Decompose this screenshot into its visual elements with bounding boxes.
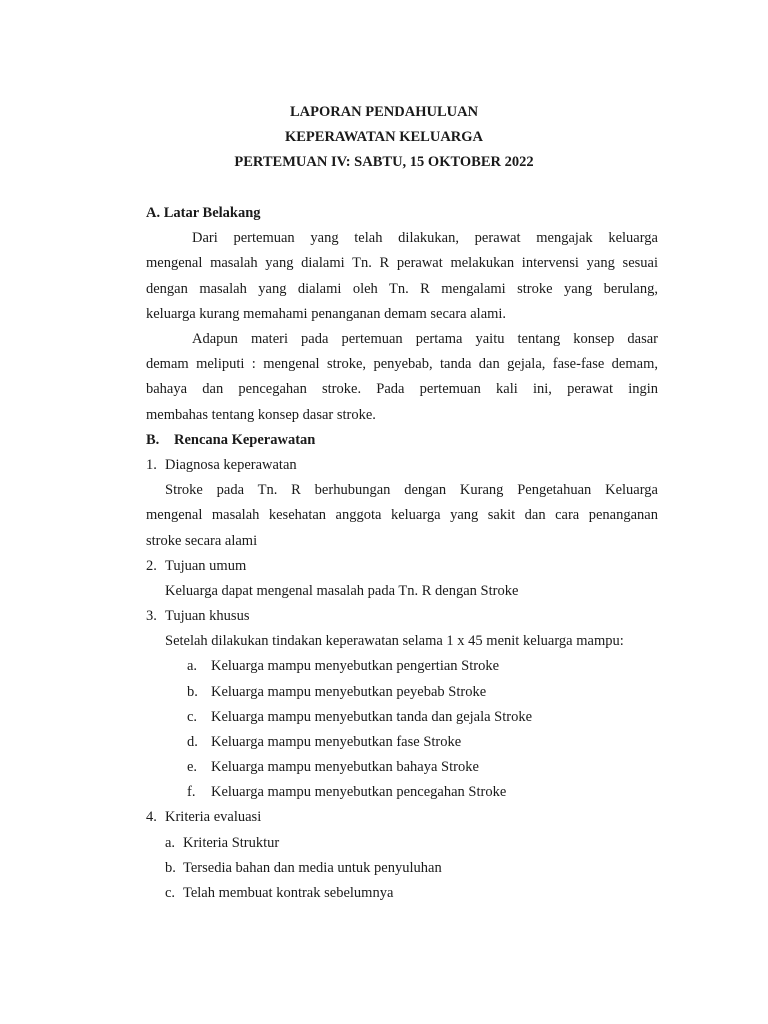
- title-line-2: KEPERAWATAN KELUARGA: [284, 129, 484, 145]
- item-4-sub-a-text: Kriteria Struktur: [183, 835, 280, 851]
- item-3-sub-c-text: Keluarga mampu menyebutkan tanda dan gejala Stroke: [211, 709, 533, 725]
- item-3-intro: Setelah dilakukan tindakan keperawatan selama 1 x 45 menit keluarga mampu:: [165, 633, 624, 649]
- item-3-sub-c-letter: c.: [187, 709, 198, 725]
- para2-line-4: membahas tentang konsep dasar stroke.: [146, 407, 376, 423]
- item-2-label: Tujuan umum: [165, 558, 247, 574]
- section-b-heading: Rencana Keperawatan: [174, 432, 316, 448]
- item-4-number: 4.: [146, 809, 157, 825]
- item-3-sub-d-text: Keluarga mampu menyebutkan fase Stroke: [211, 734, 462, 750]
- item-3-sub-a-letter: a.: [187, 658, 198, 674]
- item-3-sub-d-letter: d.: [187, 734, 198, 750]
- item-4-sub-c-text: Telah membuat kontrak sebelumnya: [183, 885, 394, 901]
- item-3-sub-b-letter: b.: [187, 684, 198, 700]
- item-1-text-line-1: Stroke pada Tn. R berhubungan dengan Kurang Pengetahuan Keluarga: [165, 482, 658, 498]
- item-3-sub-b-text: Keluarga mampu menyebutkan peyebab Stroke: [211, 684, 487, 700]
- item-3-sub-f-letter: f.: [187, 784, 196, 800]
- para2-line-3: bahaya dan pencegahan stroke. Pada pertemuan kali ini, perawat ingin: [146, 381, 658, 397]
- item-3-sub-a-text: Keluarga mampu menyebutkan pengertian Stroke: [211, 658, 500, 674]
- item-1-text-line-2: mengenal masalah kesehatan anggota keluarga yang sakit dan cara penanganan: [146, 507, 658, 523]
- item-4-sub-c-letter: c.: [165, 885, 176, 901]
- para1-line-2: mengenal masalah yang dialami Tn. R perawat melakukan intervensi yang sesuai: [146, 255, 658, 271]
- section-a-heading: A. Latar Belakang: [146, 205, 261, 221]
- item-1-text-line-3: stroke secara alami: [146, 533, 258, 549]
- para2-line-2: demam meliputi : mengenal stroke, penyebab, tanda dan gejala, fase-fase demam,: [146, 356, 658, 372]
- item-4-sub-a-letter: a.: [165, 835, 176, 851]
- para2-line-1: Adapun materi pada pertemuan pertama yaitu tentang konsep dasar: [192, 331, 658, 347]
- para1-line-1: Dari pertemuan yang telah dilakukan, perawat mengajak keluarga: [192, 230, 658, 246]
- item-2-text: Keluarga dapat mengenal masalah pada Tn. R dengan Stroke: [165, 583, 519, 599]
- item-3-sub-e-letter: e.: [187, 759, 198, 775]
- section-b-marker: B.: [146, 432, 160, 448]
- para1-line-3: dengan masalah yang dialami oleh Tn. R mengalami stroke yang berulang,: [146, 281, 658, 297]
- item-4-sub-b-letter: b.: [165, 860, 176, 876]
- para1-line-4: keluarga kurang memahami penanganan demam secara alami.: [146, 306, 507, 322]
- item-1-number: 1.: [146, 457, 157, 473]
- item-4-sub-b-text: Tersedia bahan dan media untuk penyuluhan: [183, 860, 442, 876]
- title-line-3: PERTEMUAN IV: SABTU, 15 OKTOBER 2022: [234, 154, 534, 170]
- item-3-sub-e-text: Keluarga mampu menyebutkan bahaya Stroke: [211, 759, 479, 775]
- title-line-1: LAPORAN PENDAHULUAN: [289, 104, 479, 120]
- item-3-sub-f-text: Keluarga mampu menyebutkan pencegahan Stroke: [211, 784, 507, 800]
- item-4-label: Kriteria evaluasi: [165, 809, 262, 825]
- item-3-number: 3.: [146, 608, 157, 624]
- item-3-label: Tujuan khusus: [165, 608, 250, 624]
- item-2-number: 2.: [146, 558, 157, 574]
- item-1-label: Diagnosa keperawatan: [165, 457, 297, 473]
